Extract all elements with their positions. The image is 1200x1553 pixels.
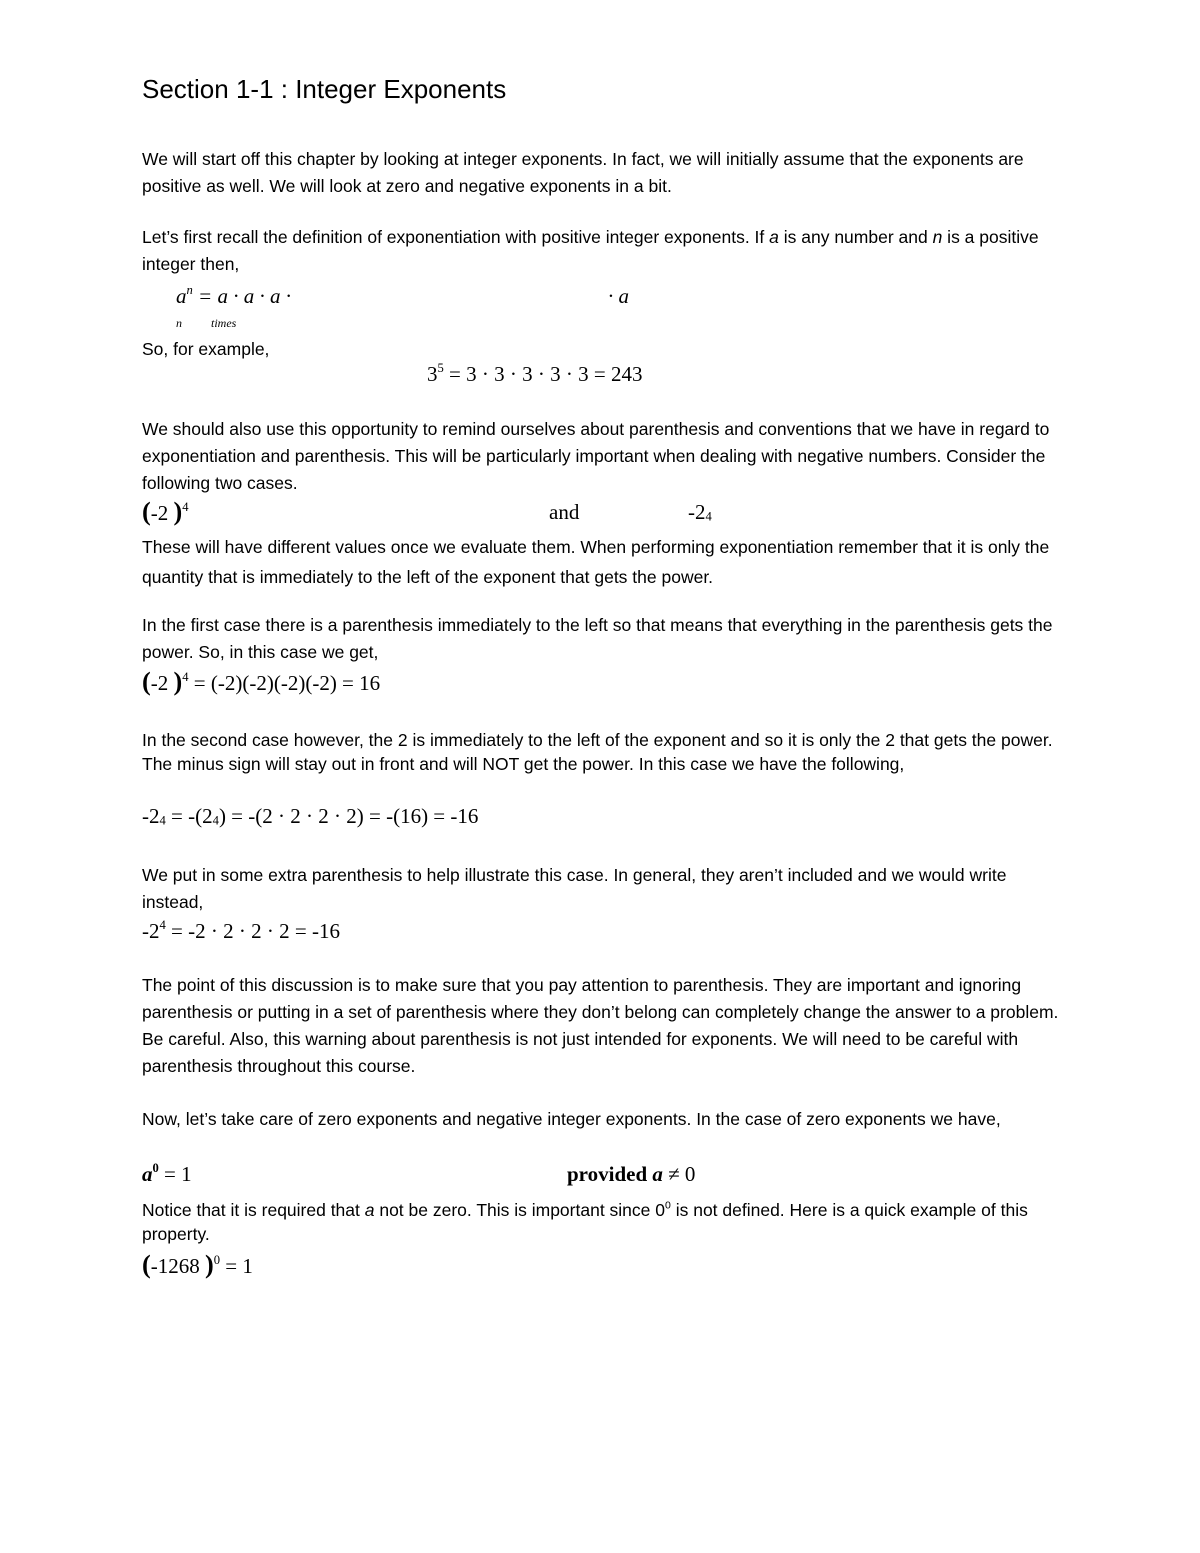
- definition-equation: $a^n = a \cdot a \cdot a$ ·: [176, 283, 291, 308]
- paragraph-first-case: In the first case there is a parenthesis immediately to the left so that means that everything in the parenthesis gets the power. So, in this case we get,: [142, 615, 1053, 662]
- paragraph-parenthesis: We should also use this opportunity to remind ourselves about parenthesis and conventions that we have in regard to exponentiation and parenthesis. This will be particularly important when dealing with negative numbers. Consider the following two cases.: [142, 419, 1050, 493]
- paragraph-second-case: In the second case however, the 2 is immediately to the left of the exponent and so it is only the 2 that gets the power. The minus sign will stay out in front and will NOT get the power. In this case we have the following,: [142, 730, 1053, 774]
- zero-exponent-condition: provided a ≠ 0: [567, 1162, 696, 1186]
- section-title: Section 1-1 : Integer Exponents: [142, 74, 507, 104]
- paragraph-intro: We will start off this chapter by looking at integer exponents. In fact, we will initially assume that the exponents are positive as well. We will look at zero and negative exponents in a bit.: [142, 149, 1024, 196]
- zero-exponent-example-equation: (-1268 )$^0$ = 1: [142, 1250, 253, 1279]
- first-case-equation: (-2 )$^4$ = (-2)(-2)(-2)(-2) = 16: [142, 667, 381, 696]
- underbrace-times-label: times: [211, 316, 237, 330]
- case-and: and: [549, 500, 580, 524]
- paragraph-extra-parenthesis: We put in some extra parenthesis to help illustrate this case. In general, they aren’t included and we would write instead,: [142, 865, 1007, 912]
- underbrace-n-label: n: [176, 316, 182, 330]
- paragraph-zero-exponents: Now, let’s take care of zero exponents and negative integer exponents. In the case of zero exponents we have,: [142, 1109, 1001, 1129]
- second-case-equation: -24 = -(24) = -(2 · 2 · 2 · 2) = -(16) = -16: [142, 804, 479, 828]
- case-two: -24: [688, 500, 712, 524]
- without-parenthesis-equation: $-2^4 = -2 \cdot 2 \cdot 2 \cdot 2 = -16$: [142, 918, 340, 943]
- variable-a: a: [769, 227, 779, 247]
- definition-equation-tail: · a: [608, 284, 629, 308]
- paragraph-notice: Notice that it is required that a not be zero. This is important since $0^0$ is not defined. Here is a quick example of this property.: [142, 1199, 1028, 1244]
- paragraph-point-of-discussion: The point of this discussion is to make sure that you pay attention to parenthesis. They are important and ignoring parenthesis or putting in a set of parenthesis where they don’t belong can completely change the answer to a problem. Be careful. Also, this warning about parenthesis is not just intended for exponents. We will need to be careful with parenthesis throughout this course.: [142, 975, 1059, 1076]
- example-equation: $3^5 = 3 \cdot 3 \cdot 3 \cdot 3 \cdot 3 = 243$: [427, 361, 643, 386]
- case-one: (-2 )$^4$: [142, 497, 189, 526]
- so-for-example: So, for example,: [142, 339, 270, 359]
- zero-exponent-equation: $a^0 = 1$: [142, 1161, 192, 1186]
- paragraph-definition: Let’s first recall the definition of exponentiation with positive integer exponents. If a is any number and n is a positive integer then,: [142, 227, 1039, 274]
- variable-n: n: [932, 227, 943, 247]
- paragraph-different-values: These will have different values once we evaluate them. When performing exponentiation remember that it is only the quantity that is immediately to the left of the exponent that gets the power.: [142, 537, 1050, 587]
